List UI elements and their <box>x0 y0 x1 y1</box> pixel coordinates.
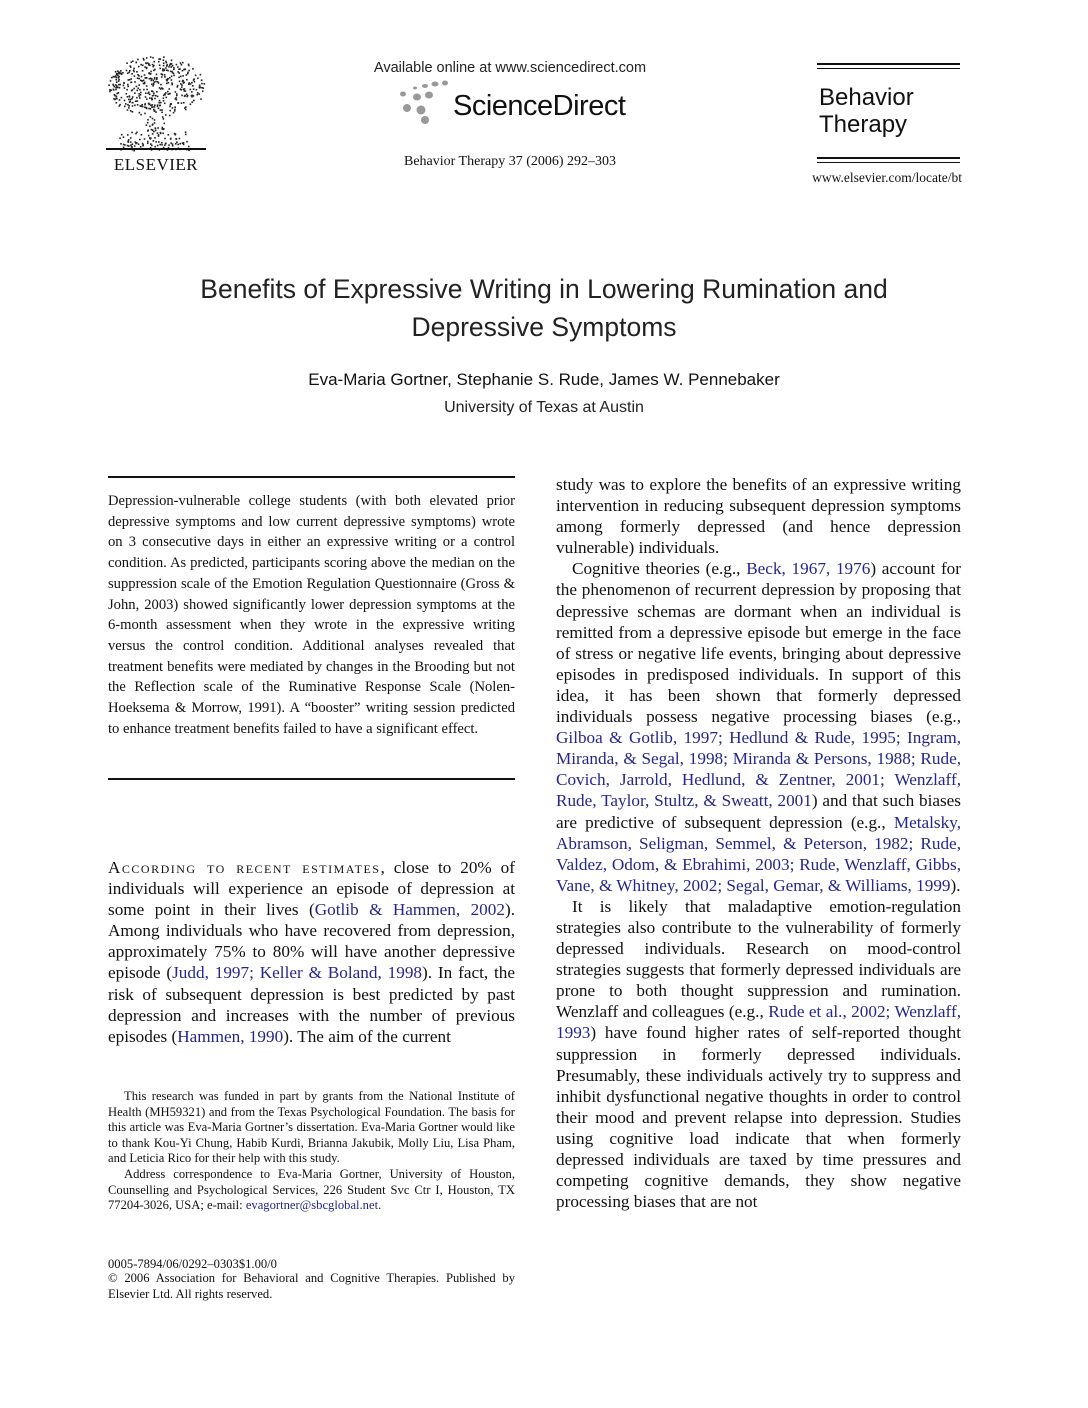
text-run: study was to explore the benefits of an expressive writing intervention in reducing subsequent depression symptoms among formerly depressed (and hence depression vulnerable) individuals. <box>556 475 961 558</box>
abstract: Depression-vulnerable college students (with both elevated prior depressive symptoms and low current depressive symptoms) wrote on 3 consecutive days in either an expressive writing or a control condition. As predicted, participants scoring above the median on the suppression scale of the Emotion Regulation Questionnaire (Gross & John, 2003) showed significantly lower depression symptoms at the 6-month assessment when they wrote in the expressive writing versus the control condition. Additional analyses revealed that treatment benefits were mediated by changes in the Brooding but not the Reflection scale of the Ruminative Response Scale (Nolen-Hoeksema & Morrow, 1991). A “booster” writing session predicted to enhance treatment benefits failed to have a significant effect. <box>108 493 515 737</box>
reference-link[interactable]: Beck, 1967, 1976 <box>746 559 871 579</box>
journal-title-line2: Therapy <box>819 111 908 138</box>
sciencedirect-wordmark: ScienceDirect <box>453 90 626 122</box>
paragraph <box>108 857 515 1047</box>
elsevier-tree-icon <box>104 56 208 152</box>
text-run: ). In fact, the risk of subsequent depression is best predicted by past depression and increases with the number of previous episodes ( <box>108 963 516 1046</box>
journal-title-rule-top <box>817 63 960 65</box>
authors: Eva-Maria Gortner, Stephanie S. Rude, James W. Pennebaker <box>308 370 780 389</box>
abstract-rule-top <box>108 476 515 478</box>
text-run: Cognitive theories (e.g., <box>572 559 747 579</box>
copyright: © 2006 Association for Behavioral and Cognitive Therapies. Published by Elsevier Ltd. All rights reserved. <box>108 1271 515 1301</box>
issn: 0005-7894/06/0292–0303$1.00/0 <box>108 1257 277 1271</box>
sciencedirect-dots-icon <box>395 80 455 125</box>
reference-link[interactable]: Rude et al., 2002; Wenzlaff, 1993 <box>556 1002 961 1043</box>
reference-link[interactable]: evagortner@sbcglobal.net <box>245 1198 379 1213</box>
text-run: This research was funded in part by grants from the National Institute of Health (MH59321) and from the Texas Psychological Foundation. The basis for this article was Eva-Maria Gortner’s dissertation. Eva-Maria Gortner would like to thank Kou-Yi Chung, Habib Kurdi, Brianna Jakubik, Molly Liu, Lisa Pham, and Leticia Rico for their help with this study. <box>108 1089 515 1166</box>
text-run: It is likely that maladaptive emotion-regulation strategies also contribute to the vulnerability of formerly depressed individuals. Research on mood-control strategies suggests that formerly depressed individuals are prone to both thought suppression and rumination. Wenzlaff and colleagues (e.g., <box>556 896 961 1022</box>
elsevier-wordmark: ELSEVIER <box>113 155 199 174</box>
reference-link[interactable]: Hammen, 1990 <box>177 1026 284 1046</box>
journal-url[interactable]: www.elsevier.com/locate/bt <box>812 170 962 185</box>
reference-link[interactable]: Gilboa & Gotlib, 1997; Hedlund & Rude, 1995; Ingram, Miranda, & Segal, 1998; Miranda & Persons, 1988; Rude, Covich, Jarrold, Hedlund, & Zentner, 2001; Wenzlaff, Rude, Taylor, Stultz, & Sweatt, 2001 <box>556 728 961 811</box>
paragraph <box>556 474 961 558</box>
journal-citation: Behavior Therapy 37 (2006) 292–303 <box>403 154 617 169</box>
abstract-rule-bottom <box>108 778 515 780</box>
journal-title-rule-top-thin <box>817 68 960 69</box>
lead-in-small-caps: According to recent estimates <box>108 858 381 877</box>
right-column-body <box>556 474 961 1212</box>
text-run: ) have found higher rates of self-reported thought suppression in formerly depressed individuals. Presumably, these individuals actively try to suppress and inhibit dysfunctional negative thoughts in order to control their mood and prevent relapse into depression. Studies using cognitive load indicate that when formerly depressed individuals are taxed by time pressures and competing cognitive demands, they show negative processing biases that are not <box>556 1023 961 1212</box>
text-run: ). Among individuals who have recovered from depression, approximately 75% to 80% will have another depressive episode ( <box>108 900 515 983</box>
text-run: ). <box>950 875 961 895</box>
journal-title-rule-bottom <box>817 157 960 159</box>
affiliation: University of Texas at Austin <box>444 399 644 416</box>
paragraph <box>108 1167 515 1214</box>
article-title <box>0 270 1088 346</box>
journal-title-line1: Behavior <box>819 84 914 111</box>
article-title-line2: Depressive Symptoms <box>411 312 677 342</box>
journal-title <box>819 84 914 138</box>
text-run: Address correspondence to Eva-Maria Gortner, University of Houston, Counselling and Psychological Services, 226 Student Svc Ctr I, Houston, TX 77204-3026, USA; e-mail: <box>108 1166 515 1213</box>
reference-link[interactable]: Gotlib & Hammen, 2002 <box>314 900 505 920</box>
journal-title-rule-bottom-thin <box>817 162 960 163</box>
available-online: Available online at www.sciencedirect.com <box>373 60 647 76</box>
text-run: ) and that such biases are predictive of subsequent depression (e.g., <box>556 791 961 832</box>
left-column-body <box>108 857 515 1047</box>
article-title-line1: Benefits of Expressive Writing in Lowering Rumination and <box>200 274 888 304</box>
elsevier-logo <box>104 56 208 174</box>
reference-link[interactable]: Metalsky, Abramson, Seligman, Semmel, & Peterson, 1982; Rude, Valdez, Odom, & Ebrahimi, 2003; Rude, Wenzlaff, Gibbs, Vane, & Whitney, 2002; Segal, Gemar, & Williams, 1999 <box>556 812 961 895</box>
text-run: , close to 20% of individuals will experience an episode of depression at some point in their lives ( <box>108 858 515 920</box>
paragraph <box>556 558 961 896</box>
reference-link[interactable]: Judd, 1997; Keller & Boland, 1998 <box>172 963 423 983</box>
paragraph <box>108 1089 515 1167</box>
sciencedirect-logo <box>395 80 655 130</box>
paragraph <box>556 896 961 1212</box>
text-run: ). The aim of the current <box>283 1026 451 1046</box>
text-run: . <box>378 1198 382 1213</box>
footnotes <box>108 1089 515 1214</box>
text-run: ) account for the phenomenon of recurrent depression by proposing that depressive schemas are dormant when an individual is remitted from a depressive episode but emerge in the face of stress or negative life events, bringing about depressive episodes in predisposed individuals. In support of this idea, it has been shown that formerly depressed individuals possess negative processing biases (e.g., <box>556 559 961 727</box>
